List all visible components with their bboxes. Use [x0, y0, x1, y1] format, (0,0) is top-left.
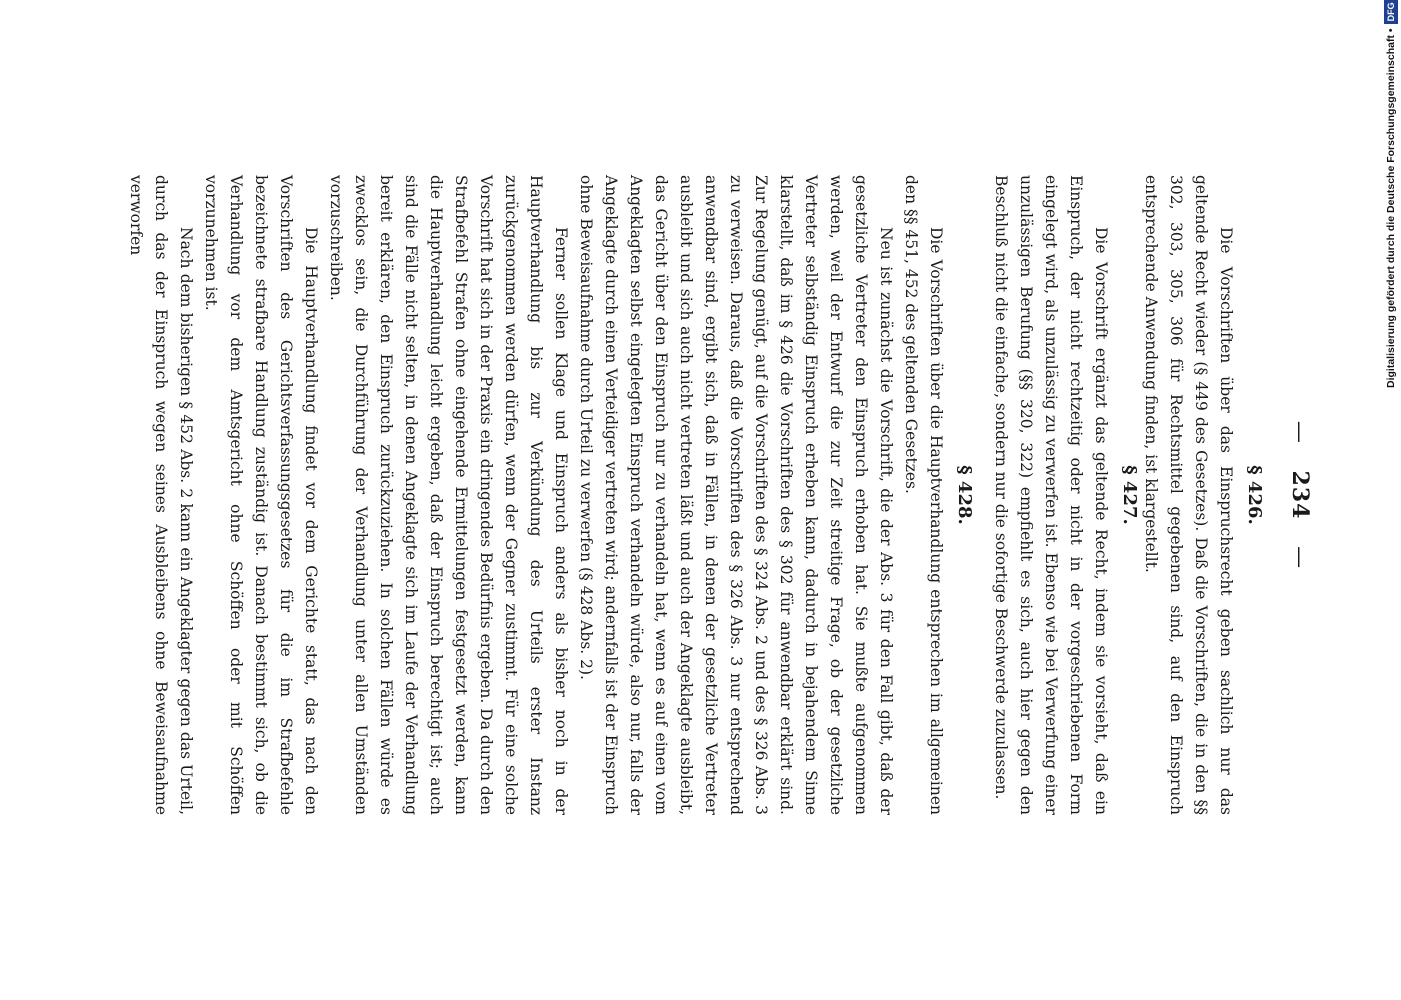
header-dash-right: — [1287, 546, 1312, 570]
paragraph: Die Hauptverhandlung findet vor dem Gerichte statt, das nach den Vorschriften des Gerichtsverfassungsgesetzes für die im Strafbefehle bezeichnete strafbare Handlung zuständig ist. Danach bestimmt sich, ob die Verhandlung vor dem Amtsgericht ohne Schöffen oder mit Schöffen vorzunehmen ist. [202, 175, 320, 815]
section-title: § 428. [954, 465, 975, 525]
paragraph: Die Vorschriften über das Einspruchsrecht geben sachlich nur das geltende Recht wieder (§ 449 des Gesetzes). Daß die Vorschriften, die in den §§ 302, 303, 305, 306 für Rechtsmittel gegebenen sind, auf den Einspruch entsprechende Anwendung finden, ist klargestellt. [1142, 175, 1235, 815]
header-dash-left: — [1287, 420, 1312, 444]
paragraph: Ferner sollen Klage und Einspruch anders als bisher noch in der Hauptverhandlung bis zur Verkündung des Urteils erster Instanz zurückgenommen werden dürfen, wenn der Gegner zustimmt. Für eine solche Vorschrift hat sich in der Praxis ein dringendes Bedürfnis ergeben. Da durch den Strafbefehl Strafen ohne eingehende Ermittelungen festgesetzt werden, kann die Hauptverhandlung leicht ergeben, daß der Einspruch berechtigt ist; auch sind die Fälle nicht selten, in denen Angeklagte sich im Laufe der Verhandlung bereit erklären, den Einspruch zurückzuziehen. In solchen Fällen würde es zwecklos sein, die Durchführung der Verhandlung unter allen Umständen vorzuschreiben. [327, 175, 570, 815]
section-426 [1138, 175, 1265, 815]
dfg-credit-strip [1361, 2, 1397, 388]
page-number: 234 [1287, 470, 1313, 520]
section-427 [988, 175, 1140, 815]
section-title: § 427. [1119, 465, 1140, 525]
section-title: § 426. [1244, 465, 1265, 525]
paragraph: Die Vorschriften über die Hauptverhandlung entsprechen im allgemeinen den §§ 451, 452 des geltenden Gesetzes. [902, 175, 945, 815]
page-header [1287, 175, 1313, 815]
paragraph: Neu ist zunächst die Vorschrift, die der Abs. 3 für den Fall gibt, daß der gesetzliche Vertreter den Einspruch erhoben hat. Sie mußte aufgenommen werden, weil der Entwurf die zur Zeit streitige Frage, ob der gesetzliche Vertreter selbständig Einspruch erheben kann, dadurch in bejahendem Sinne klarstellt, daß im § 426 die Vorschriften des § 302 für anwendbar erklärt sind. Zur Regelung genügt, auf die Vorschriften des § 324 Abs. 2 und des § 326 Abs. 3 zu verweisen. Daraus, daß die Vorschriften des § 326 Abs. 3 nur entsprechend anwendbar sind, ergibt sich, daß in Fällen, in denen der gesetzliche Vertreter ausbleibt und sich auch nicht vertreten läßt und auch der Angeklagte ausbleibt, das Gericht über den Einspruch nur zu verhandeln hat, wenn es auf einen vom Angeklagten selbst eingelegten Einspruch verhandeln würde, also nur, falls der Angeklagte durch einen Verteidiger vertreten wird; andernfalls ist der Einspruch ohne Beweisaufnahme durch Urteil zu verwerfen (§ 428 Abs. 2). [577, 175, 895, 815]
scanned-page [127, 175, 1313, 815]
dfg-logo: DFG [1384, 0, 1398, 24]
paragraph: Die Vorschrift ergänzt das geltende Recht, indem sie vorsieht, daß ein Einspruch, der nicht rechtzeitig oder nicht in der vorgeschriebenen Form eingelegt wird, als unzulässig zu verwerfen ist. Ebenso wie bei Verwerfung einer unzulässigen Berufung (§§ 320, 322) empfiehlt es sich, auch hier gegen den Beschluß nicht die einfache, sondern nur die sofortige Beschwerde zuzulassen. [992, 175, 1110, 815]
dfg-credit-text [1381, 2, 1401, 388]
paragraph: Nach dem bisherigen § 452 Abs. 2 kann ein Angeklagter gegen das Urteil, durch das der Einspruch wegen seines Ausbleibens ohne Beweisaufnahme verworfen [127, 175, 195, 815]
section-428 [123, 175, 975, 815]
dfg-credit-label: Digitalisierung gefördert durch die Deutsche Forschungsgemeinschaft • [1385, 28, 1397, 388]
